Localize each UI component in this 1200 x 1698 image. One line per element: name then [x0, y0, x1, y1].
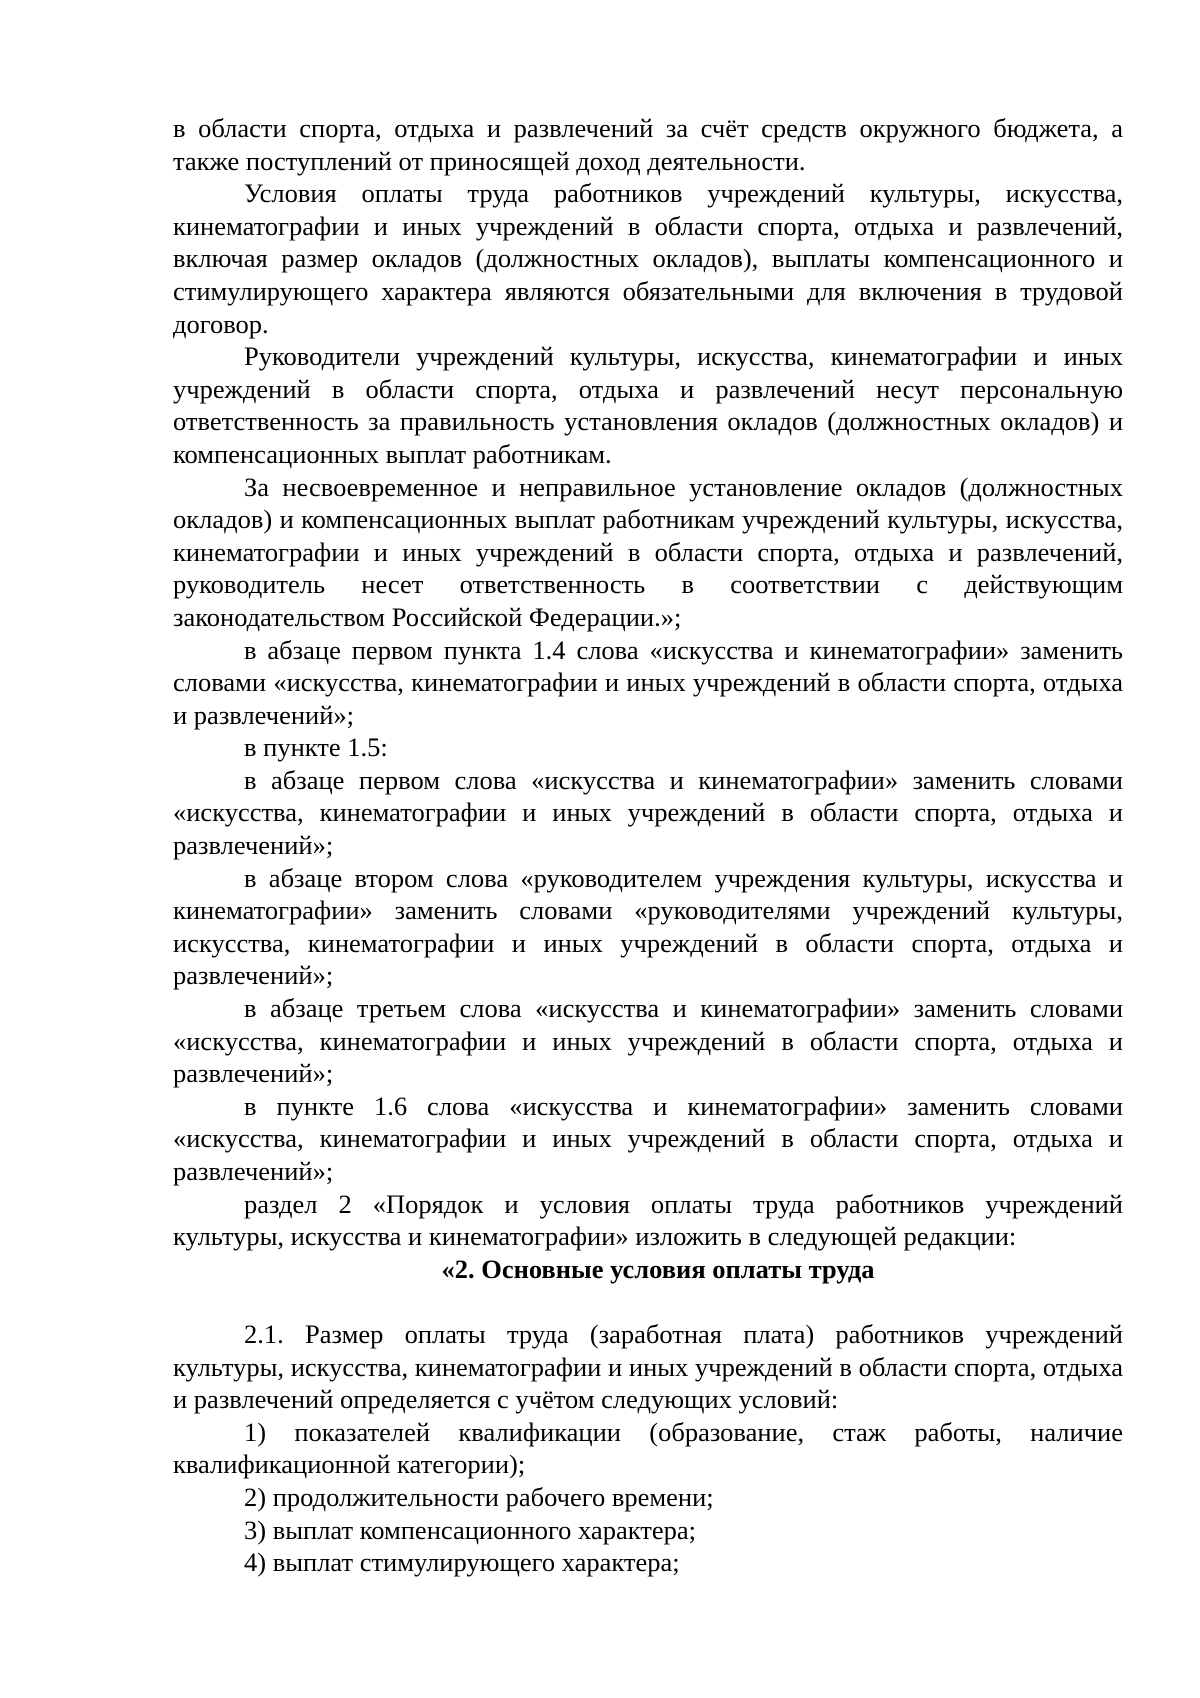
paragraph-continuation: в области спорта, отдыха и развлечений за счёт средств окружного бюджета, а также поступлений от приносящей доход деятельности.	[173, 113, 1123, 176]
paragraph-2-1: 2.1. Размер оплаты труда (заработная плата) работников учреждений культуры, искусства, кинематографии и иных учреждений в области спорта, отдыха и развлечений определяется с учётом следующих условий:	[173, 1318, 1123, 1415]
paragraph-item-1-5: в пункте 1.5:	[244, 732, 388, 763]
list-item-1: 1) показателей квалификации (образование, стаж работы, наличие квалификационной категории);	[173, 1416, 1123, 1480]
paragraph-section-2-intro: раздел 2 «Порядок и условия оплаты труда работников учреждений культуры, искусства и кинематографии» изложить в следующей редакции:	[173, 1188, 1123, 1252]
paragraph-managers-responsibility: Руководители учреждений культуры, искусства, кинематографии и иных учреждений в области спорта, отдыха и развлечений несут персональную ответственность за правильность установления окладов (должностных окладов) и компенсационных выплат работникам.	[173, 341, 1123, 469]
paragraph-untimely-setting: За несвоевременное и неправильное установление окладов (должностных окладов) и компенсационных выплат работникам учреждений культуры, искусства, кинематографии и иных учреждений в области спорта, отдыха и развлечений, руководитель несет ответственность в соответствии с действующим законодательством Российской Федерации.»;	[173, 471, 1123, 632]
document-body	[173, 112, 1123, 1579]
paragraph-1-5-first: в абзаце первом слова «искусства и кинематографии» заменить словами «искусства, кинематографии и иных учреждений в области спорта, отдыха и развлечений»;	[173, 764, 1123, 861]
paragraph-amend-1-4: в абзаце первом пункта 1.4 слова «искусства и кинематографии» заменить словами «искусства, кинематографии и иных учреждений в области спорта, отдыха и развлечений»;	[173, 634, 1123, 730]
list-item-4: 4) выплат стимулирующего характера;	[244, 1547, 680, 1578]
section-heading: «2. Основные условия оплаты труда	[441, 1253, 875, 1284]
paragraph-1-5-third: в абзаце третьем слова «искусства и кинематографии» заменить словами «искусства, кинематографии и иных учреждений в области спорта, отдыха и развлечений»;	[173, 993, 1123, 1089]
paragraph-pay-conditions: Условия оплаты труда работников учреждений культуры, искусства, кинематографии и иных учреждений в области спорта, отдыха и развлечений, включая размер окладов (должностных окладов), выплаты компенсационного и стимулирующего характера являются обязательными для включения в трудовой договор.	[173, 178, 1123, 339]
list-item-2: 2) продолжительности рабочего времени;	[244, 1481, 714, 1512]
list-item-3: 3) выплат компенсационного характера;	[244, 1514, 696, 1545]
blank-line	[173, 1285, 1123, 1318]
paragraph-amend-1-6: в пункте 1.6 слова «искусства и кинематографии» заменить словами «искусства, кинематографии и иных учреждений в области спорта, отдыха и развлечений»;	[173, 1090, 1123, 1186]
paragraph-1-5-second: в абзаце втором слова «руководителем учреждения культуры, искусства и кинематографии» заменить словами «руководителями учреждений культуры, искусства, кинематографии и иных учреждений в области спорта, отдыха и развлечений»;	[173, 862, 1123, 991]
